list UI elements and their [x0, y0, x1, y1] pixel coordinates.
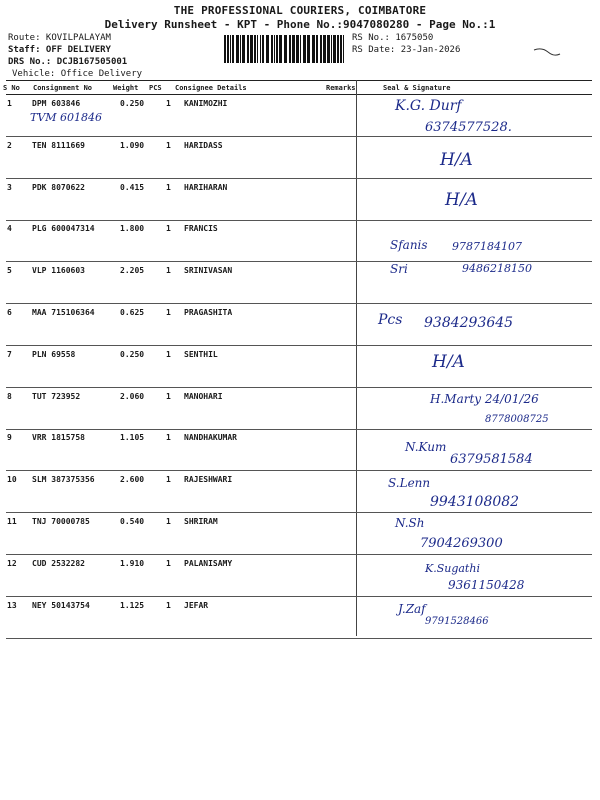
row-consignee: HARIDASS	[184, 140, 223, 150]
signature: N.Sh	[395, 516, 425, 530]
route-label: Route: KOVILPALAYAM	[8, 33, 111, 43]
row-weight: 2.060	[120, 391, 145, 401]
handwritten-phone: 6374577528.	[425, 120, 512, 135]
row-weight: 1.910	[120, 558, 145, 568]
row-weight: 1.800	[120, 224, 145, 234]
col-pcs: PCS	[149, 84, 162, 92]
row-consignee: SENTHIL	[184, 349, 218, 359]
row-weight: 0.540	[120, 517, 145, 526]
table-row	[6, 346, 592, 388]
row-consignment: PLN 69558	[32, 349, 76, 359]
table-row	[6, 137, 592, 179]
row-sno: 5	[7, 266, 12, 276]
row-pcs: 1	[166, 558, 171, 568]
row-pcs: 1	[166, 391, 171, 401]
row-consignment: NEY 50143754	[32, 600, 90, 610]
col-remarks: Remarks	[326, 84, 356, 92]
row-pcs: 1	[166, 182, 171, 192]
row-sno: 7	[7, 349, 12, 359]
row-sno: 4	[7, 224, 12, 234]
row-sno: 11	[7, 517, 17, 526]
signature: Sfanis	[390, 238, 428, 252]
row-weight: 1.105	[120, 433, 145, 443]
row-sno: 9	[7, 433, 12, 443]
row-weight: 0.250	[120, 349, 145, 359]
vehicle-label: Vehicle: Office Delivery	[12, 69, 143, 79]
row-pcs: 1	[166, 266, 171, 276]
handwritten-phone: 7904269300	[420, 536, 503, 551]
company-title: THE PROFESSIONAL COURIERS, COIMBATORE	[173, 4, 427, 17]
handwritten-phone: 9486218150	[462, 262, 532, 275]
col-sno: S No	[3, 84, 20, 92]
row-weight: 2.205	[120, 266, 145, 276]
row-sno: 8	[7, 391, 12, 401]
row-consignee: KANIMOZHI	[184, 99, 228, 108]
handwritten-phone: 6379581584	[450, 452, 533, 467]
row-pcs: 1	[166, 140, 171, 150]
row-sno: 13	[7, 600, 17, 610]
row-consignment: MAA 715106364	[32, 308, 95, 317]
handwritten-phone: 9361150428	[448, 578, 525, 592]
row-weight: 0.625	[120, 308, 145, 317]
row-consignment: VLP 1160603	[32, 266, 85, 276]
row-consignee: PRAGASHITA	[184, 308, 233, 317]
row-sno: 12	[7, 558, 17, 568]
row-consignee: MANOHARI	[184, 391, 223, 401]
row-pcs: 1	[166, 99, 171, 108]
row-consignment: TNJ 70000785	[32, 517, 90, 526]
pen-mark-icon	[532, 44, 562, 58]
row-consignee: NANDHAKUMAR	[184, 433, 237, 443]
signature: J.Zaf	[398, 602, 426, 616]
signature: H/A	[432, 352, 465, 372]
row-weight: 0.250	[120, 99, 145, 108]
row-sno: 6	[7, 308, 12, 317]
row-consignee: SRINIVASAN	[184, 266, 233, 276]
row-consignee: SHRIRAM	[184, 517, 218, 526]
row-pcs: 1	[166, 475, 171, 485]
staff-label: Staff: OFF DELIVERY	[8, 45, 111, 55]
signature: K.Sugathi	[425, 562, 480, 575]
row-pcs: 1	[166, 349, 171, 359]
handwritten-note: TVM 601846	[30, 111, 103, 124]
handwritten-phone: 9943108082	[430, 494, 520, 510]
col-consignment: Consignment No	[33, 84, 93, 92]
rs-number: RS No.: 1675050	[352, 33, 434, 43]
row-pcs: 1	[166, 308, 171, 317]
row-consignment: DPM 603846	[32, 99, 81, 108]
row-consignee: JEFAR	[184, 600, 209, 610]
row-pcs: 1	[166, 600, 171, 610]
col-seal: Seal & Signature	[383, 84, 451, 92]
handwritten-phone: 9787184107	[452, 240, 522, 253]
row-sno: 10	[7, 475, 17, 485]
row-consignee: HARIHARAN	[184, 182, 228, 192]
signature: Sri	[390, 262, 408, 276]
table-top-border	[6, 80, 592, 81]
signature: H/A	[445, 190, 478, 210]
signature: H/A	[440, 150, 473, 170]
signature: H.Marty 24/01/26	[430, 392, 539, 406]
col-weight: Weight	[113, 84, 139, 92]
row-consignment: VRR 1815758	[32, 433, 85, 443]
row-weight: 1.125	[120, 600, 145, 610]
signature: N.Kum	[405, 440, 447, 454]
row-consignee: FRANCIS	[184, 224, 218, 234]
row-consignment: TEN 8111669	[32, 140, 85, 150]
table-row	[6, 513, 592, 555]
row-consignment: SLM 387375356	[32, 475, 95, 485]
runsheet-subtitle: Delivery Runsheet - KPT - Phone No.:9047080280 - Page No.:1	[104, 18, 496, 31]
row-consignment: CUD 2532282	[32, 558, 85, 568]
handwritten-phone: 8778008725	[485, 414, 549, 425]
rs-date: RS Date: 23-Jan-2026	[352, 45, 461, 55]
row-sno: 3	[7, 182, 12, 192]
row-consignee: RAJESHWARI	[184, 475, 233, 485]
row-consignment: PLG 600047314	[32, 224, 95, 234]
row-sno: 2	[7, 140, 12, 150]
handwritten-phone: 9384293645	[424, 315, 514, 331]
barcode-image	[224, 35, 346, 63]
signature: Pcs	[378, 312, 403, 328]
row-pcs: 1	[166, 224, 171, 234]
row-pcs: 1	[166, 517, 171, 526]
signature: S.Lenn	[388, 476, 431, 490]
table-row	[6, 179, 592, 221]
row-sno: 1	[7, 99, 12, 108]
drs-label: DRS No.: DCJB167505001	[8, 57, 128, 67]
signature: K.G. Durf	[395, 98, 462, 114]
row-weight: 0.415	[120, 182, 145, 192]
row-weight: 2.600	[120, 475, 145, 485]
row-consignee: PALANISAMY	[184, 558, 233, 568]
row-weight: 1.090	[120, 140, 145, 150]
table-row	[6, 597, 592, 639]
row-consignment: PDK 8070622	[32, 182, 85, 192]
col-consignee: Consignee Details	[175, 84, 247, 92]
row-pcs: 1	[166, 433, 171, 443]
handwritten-phone: 9791528466	[425, 616, 489, 627]
row-consignment: TUT 723952	[32, 391, 81, 401]
